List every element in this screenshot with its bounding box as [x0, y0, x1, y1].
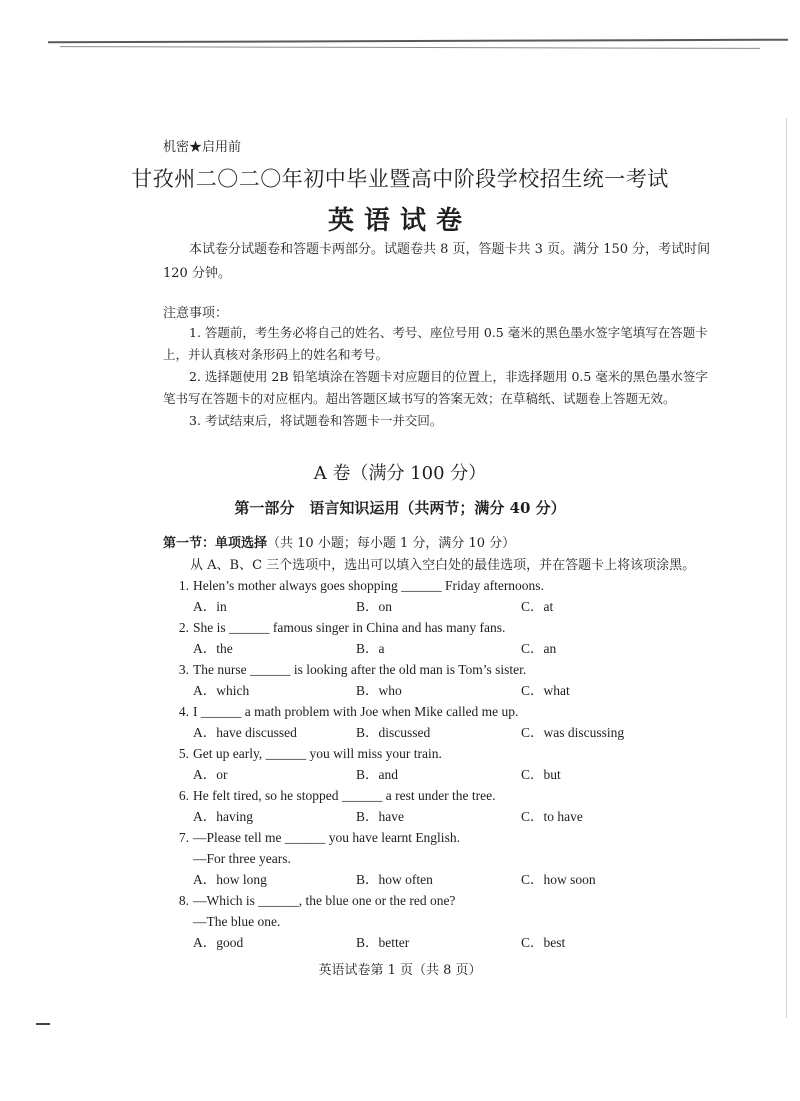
question-dialogue-line	[163, 911, 723, 932]
question-text: —The blue one.	[193, 914, 281, 929]
note-item: 3. 考试结束后，将试题卷和答题卡一并交回。	[189, 413, 443, 428]
question-stem	[163, 890, 723, 911]
question-item	[163, 617, 723, 659]
question-item	[163, 785, 723, 827]
option-b: B．discussed	[356, 725, 431, 740]
question-item	[163, 743, 723, 785]
option-c: C．but	[521, 767, 561, 782]
question-stem	[163, 827, 723, 848]
question-text: Helen’s mother always goes shopping ______ Friday afternoons.	[193, 578, 544, 593]
option-a: A．having	[193, 809, 253, 824]
option-b: B．how often	[356, 872, 433, 887]
option-a: A．which	[193, 683, 250, 698]
question-list	[163, 575, 723, 953]
question-text: I ______ a math problem with Joe when Mike called me up.	[193, 704, 519, 719]
page-footer: 英语试卷第 1 页（共 8 页）	[318, 963, 482, 978]
question-stem	[163, 575, 723, 596]
question-text: —For three years.	[193, 851, 291, 866]
option-b: B．on	[356, 599, 393, 614]
option-c: C．at	[521, 599, 554, 614]
question-stem	[163, 617, 723, 638]
notes-title: 注意事项：	[163, 306, 229, 321]
subject-title: 英语试卷	[327, 206, 472, 236]
answer-options	[163, 638, 723, 659]
option-a: A．or	[193, 767, 228, 782]
question-number: 4.	[178, 704, 189, 719]
option-c: C．how soon	[521, 872, 596, 887]
question-number: 7.	[178, 830, 189, 845]
question-stem	[163, 659, 723, 680]
answer-options	[163, 869, 723, 890]
option-b: B．have	[356, 809, 404, 824]
answer-options	[163, 680, 723, 701]
question-stem	[163, 785, 723, 806]
sub-section-detail: （共 10 小题；每小题 1 分，满分 10 分）	[267, 536, 516, 551]
question-text: Get up early, ______ you will miss your train.	[193, 746, 442, 761]
answer-options	[163, 932, 723, 953]
question-stem	[163, 743, 723, 764]
question-number: 6.	[178, 788, 189, 803]
question-text: He felt tired, so he stopped ______ a rest under the tree.	[193, 788, 496, 803]
part-title: 第一部分 语言知识运用（共两节；满分 40 分）	[234, 499, 566, 517]
option-c: C．best	[521, 935, 566, 950]
option-c: C．was discussing	[521, 725, 625, 740]
question-dialogue-line	[163, 848, 723, 869]
notes-list	[163, 322, 713, 432]
sub-section-label: 第一节：单项选择	[163, 536, 268, 551]
answer-options	[163, 764, 723, 785]
option-b: B．and	[356, 767, 398, 782]
section-a-title: A 卷（满分 100 分）	[313, 463, 487, 484]
question-text: —Please tell me ______ you have learnt English.	[193, 830, 460, 845]
note-item: 1. 答题前，考生务必将自己的姓名、考号、座位号用 0.5 毫米的黑色墨水签字笔填写在答题卡上，并认真核对条形码上的姓名和考号。	[163, 325, 708, 362]
question-text: The nurse ______ is looking after the old man is Tom’s sister.	[193, 662, 527, 677]
option-b: B．who	[356, 683, 402, 698]
question-item	[163, 659, 723, 701]
option-b: B．a	[356, 641, 385, 656]
question-text: She is ______ famous singer in China and has many fans.	[193, 620, 506, 635]
question-item	[163, 701, 723, 743]
option-c: C．to have	[521, 809, 583, 824]
answer-options	[163, 722, 723, 743]
question-text: —Which is ______, the blue one or the red one?	[193, 893, 456, 908]
question-stem	[163, 701, 723, 722]
question-item	[163, 575, 723, 617]
option-b: B．better	[356, 935, 410, 950]
question-item	[163, 827, 723, 890]
exam-title: 甘孜州二〇二〇年初中毕业暨高中阶段学校招生统一考试	[131, 167, 669, 191]
note-item: 2. 选择题使用 2B 铅笔填涂在答题卡对应题目的位置上，非选择题用 0.5 毫米的黑色墨水签字笔书写在答题卡的对应框内。超出答题区域书写的答案无效；在草稿纸、试题卷上答题无效。	[163, 369, 708, 406]
option-a: A．the	[193, 641, 233, 656]
option-a: A．have discussed	[193, 725, 297, 740]
question-item	[163, 890, 723, 953]
confidential-label: 机密★启用前	[163, 140, 242, 155]
option-c: C．an	[521, 641, 557, 656]
option-a: A．in	[193, 599, 227, 614]
question-number: 3.	[178, 662, 189, 677]
sub-section-instruction: 从 A、B、C 三个选项中，选出可以填入空白处的最佳选项，并在答题卡上将该项涂黑。	[190, 558, 696, 573]
answer-options	[163, 806, 723, 827]
question-number: 2.	[178, 620, 189, 635]
question-number: 5.	[178, 746, 189, 761]
question-number: 8.	[178, 893, 189, 908]
answer-options	[163, 596, 723, 617]
option-c: C．what	[521, 683, 570, 698]
sub-section-title	[163, 532, 515, 551]
exam-intro: 本试卷分试题卷和答题卡两部分。试题卷共 8 页，答题卡共 3 页。满分 150 分，考试时间 120 分钟。	[163, 242, 711, 281]
question-number: 1.	[178, 578, 189, 593]
option-a: A．good	[193, 935, 244, 950]
option-a: A．how long	[193, 872, 267, 887]
